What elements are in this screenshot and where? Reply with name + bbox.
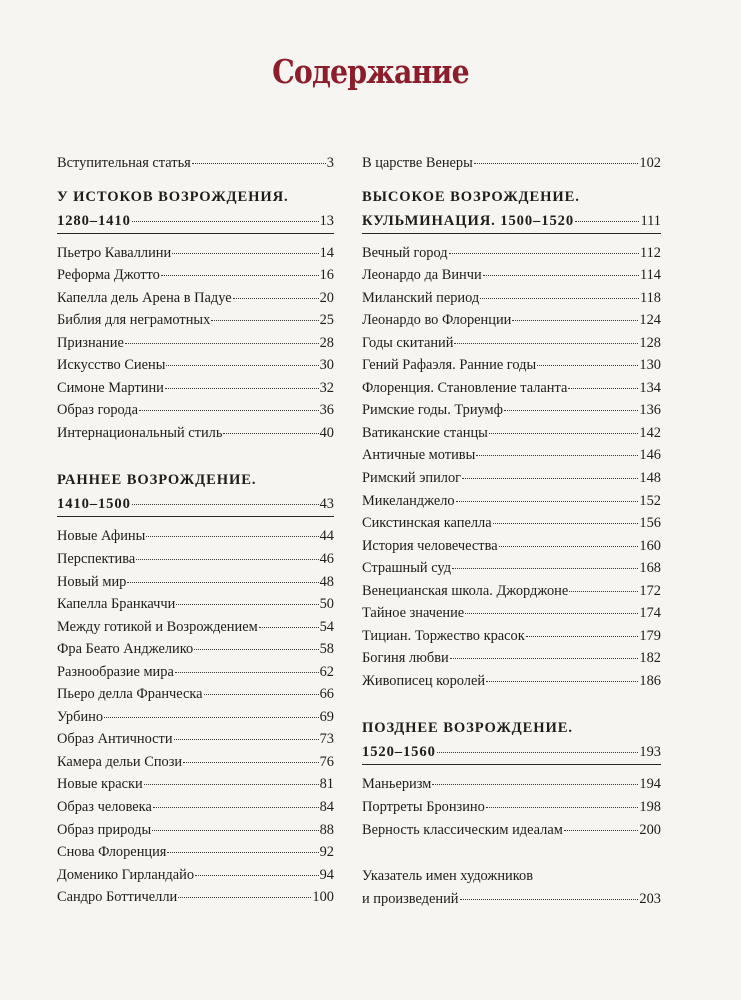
toc-entry[interactable] xyxy=(362,354,661,377)
toc-entry[interactable] xyxy=(57,571,334,594)
dot-leader xyxy=(132,221,319,222)
entry-page: 168 xyxy=(639,560,661,577)
dot-leader xyxy=(183,762,319,763)
toc-entry[interactable] xyxy=(57,616,334,639)
dot-leader xyxy=(564,830,639,831)
dot-leader xyxy=(139,410,319,411)
entry-title: Леонардо да Винчи xyxy=(362,267,482,284)
entry-title: Искусство Сиены xyxy=(57,357,166,374)
entry-title: Капелла Бранкаччи xyxy=(57,596,176,613)
dot-leader xyxy=(526,636,639,637)
toc-entry-intro[interactable] xyxy=(57,152,334,175)
entry-title: Пьетро Каваллини xyxy=(57,244,172,261)
dot-leader xyxy=(432,784,638,785)
dot-leader xyxy=(104,717,319,718)
toc-entry[interactable] xyxy=(57,309,334,332)
entry-page: 200 xyxy=(639,821,661,838)
toc-entry[interactable] xyxy=(57,864,334,887)
entry-page: 20 xyxy=(319,289,334,306)
section-heading: РАННЕЕ ВОЗРОЖДЕНИЕ. xyxy=(57,472,257,489)
dot-leader xyxy=(454,343,638,344)
entry-title: Между готикой и Возрождением xyxy=(57,618,258,635)
section-page: 111 xyxy=(640,212,661,229)
section-items xyxy=(362,773,661,841)
toc-entry-intro[interactable] xyxy=(362,152,661,175)
entry-title: Богиня любви xyxy=(362,650,449,667)
toc-entry[interactable] xyxy=(362,332,661,355)
entry-page: 186 xyxy=(639,672,661,689)
entry-page: 160 xyxy=(639,537,661,554)
entry-page: 28 xyxy=(319,334,334,351)
toc-entry[interactable] xyxy=(57,796,334,819)
dot-leader xyxy=(178,897,311,898)
entry-title: Урбино xyxy=(57,708,104,725)
dot-leader xyxy=(512,320,638,321)
entry-page: 50 xyxy=(319,596,334,613)
dot-leader xyxy=(483,275,639,276)
section-items xyxy=(57,242,334,445)
dot-leader xyxy=(127,582,318,583)
entry-page: 114 xyxy=(639,267,661,284)
entry-page: 130 xyxy=(639,357,661,374)
dot-leader xyxy=(465,613,638,614)
toc-entry[interactable] xyxy=(362,399,661,422)
dot-leader xyxy=(449,253,639,254)
entry-title: Годы скитаний xyxy=(362,334,454,351)
toc-section-3 xyxy=(362,185,661,693)
toc-entry[interactable] xyxy=(362,670,661,693)
entry-title: Ватиканские станцы xyxy=(362,424,488,441)
entry-page: 152 xyxy=(639,492,661,509)
entry-title: Образ человека xyxy=(57,799,152,816)
entry-page: 112 xyxy=(639,244,661,261)
section-heading: ПОЗДНЕЕ ВОЗРОЖДЕНИЕ. xyxy=(362,720,573,737)
entry-page: 142 xyxy=(639,424,661,441)
section-heading: ВЫСОКОЕ ВОЗРОЖДЕНИЕ. xyxy=(362,188,580,205)
entry-title: Тициан. Торжество красок xyxy=(362,627,525,644)
entry-title: Миланский период xyxy=(362,289,480,306)
entry-title: Библия для неграмотных xyxy=(57,312,211,329)
entry-page: 84 xyxy=(319,799,334,816)
toc-entry[interactable] xyxy=(57,886,334,909)
entry-page: 136 xyxy=(639,402,661,419)
toc-entry[interactable] xyxy=(362,512,661,535)
toc-entry[interactable] xyxy=(362,647,661,670)
entry-page: 66 xyxy=(319,686,334,703)
entry-page: 156 xyxy=(639,515,661,532)
entry-page: 46 xyxy=(319,551,334,568)
dot-leader xyxy=(136,559,318,560)
dot-leader xyxy=(489,433,639,434)
entry-page: 69 xyxy=(319,708,334,725)
entry-title: Новые Афины xyxy=(57,528,146,545)
entry-title: Римский эпилог xyxy=(362,470,462,487)
section-range: 1410–1500 xyxy=(57,496,131,513)
dot-leader xyxy=(476,455,638,456)
entry-title: Образ Античности xyxy=(57,731,173,748)
toc-entry[interactable] xyxy=(57,264,334,287)
entry-title: Сандро Боттичелли xyxy=(57,889,178,906)
toc-entry[interactable] xyxy=(362,580,661,603)
dot-leader xyxy=(493,523,639,524)
entry-title: Образ природы xyxy=(57,821,152,838)
dot-leader xyxy=(125,343,319,344)
section-items xyxy=(57,525,334,908)
entry-title: В царстве Венеры xyxy=(362,155,473,171)
dot-leader xyxy=(537,365,638,366)
entry-page: 16 xyxy=(319,267,334,284)
toc-entry[interactable] xyxy=(57,751,334,774)
entry-title: Снова Флоренция xyxy=(57,844,167,861)
entry-title: Вечный город xyxy=(362,244,448,261)
entry-page: 146 xyxy=(639,447,661,464)
dot-leader xyxy=(450,658,639,659)
entry-title: Античные мотивы xyxy=(362,447,476,464)
toc-entry[interactable] xyxy=(362,557,661,580)
toc-entry[interactable] xyxy=(362,309,661,332)
dot-leader xyxy=(172,253,318,254)
dot-leader xyxy=(165,388,319,389)
dot-leader xyxy=(460,899,639,900)
toc-entry[interactable] xyxy=(57,548,334,571)
entry-title: Римские годы. Триумф xyxy=(362,402,503,419)
toc-entry[interactable] xyxy=(57,377,334,400)
entry-title: Доменико Гирландайо xyxy=(57,866,195,883)
toc-entry[interactable] xyxy=(362,242,661,265)
entry-title: Новый мир xyxy=(57,573,127,590)
entry-page: 94 xyxy=(319,866,334,883)
entry-title: Гений Рафаэля. Ранние годы xyxy=(362,357,537,374)
entry-page: 40 xyxy=(319,424,334,441)
entry-page: 128 xyxy=(639,334,661,351)
toc-entry[interactable] xyxy=(57,683,334,706)
entry-title: Маньеризм xyxy=(362,776,432,793)
index-title-line2: и произведений xyxy=(362,890,459,907)
dot-leader xyxy=(223,433,318,434)
section-page: 13 xyxy=(319,212,334,229)
entry-title: Сикстинская капелла xyxy=(362,515,492,532)
section-range-row[interactable] xyxy=(362,209,661,234)
toc-section-2 xyxy=(57,468,334,908)
entry-page: 76 xyxy=(319,753,334,770)
entry-title: Вступительная статья xyxy=(57,155,191,171)
dot-leader xyxy=(437,752,639,753)
toc-entry[interactable] xyxy=(362,490,661,513)
index-page: 203 xyxy=(639,890,661,907)
toc-entry[interactable] xyxy=(57,399,334,422)
toc-entry[interactable] xyxy=(57,332,334,355)
dot-leader xyxy=(152,830,318,831)
entry-title: Страшный суд xyxy=(362,560,452,577)
toc-entry[interactable] xyxy=(362,467,661,490)
entry-page: 124 xyxy=(639,312,661,329)
toc-entry[interactable] xyxy=(57,819,334,842)
dot-leader xyxy=(167,852,318,853)
toc-entry[interactable] xyxy=(57,525,334,548)
entry-page: 102 xyxy=(639,155,661,171)
toc-entry[interactable] xyxy=(362,422,661,445)
entry-page: 48 xyxy=(319,573,334,590)
entry-page: 25 xyxy=(319,312,334,329)
dot-leader xyxy=(146,536,318,537)
dot-leader xyxy=(499,546,639,547)
entry-title: Верность классическим идеалам xyxy=(362,821,563,838)
entry-title: Интернациональный стиль xyxy=(57,424,223,441)
toc-entry[interactable] xyxy=(362,625,661,648)
entry-page: 172 xyxy=(639,582,661,599)
toc-entry[interactable] xyxy=(57,422,334,445)
toc-column-right xyxy=(362,152,661,910)
entry-page: 118 xyxy=(639,289,661,306)
dot-leader xyxy=(192,163,326,164)
entry-title: Разнообразие мира xyxy=(57,663,174,680)
entry-page: 179 xyxy=(639,627,661,644)
toc-entry[interactable] xyxy=(57,728,334,751)
entry-page: 182 xyxy=(639,650,661,667)
toc-entry[interactable] xyxy=(57,242,334,265)
entry-page: 36 xyxy=(319,402,334,419)
entry-page: 62 xyxy=(319,663,334,680)
toc-entry[interactable] xyxy=(362,819,661,842)
dot-leader xyxy=(174,739,319,740)
entry-title: Признание xyxy=(57,334,124,351)
toc-section-1 xyxy=(57,185,334,445)
entry-title: Портреты Бронзино xyxy=(362,799,485,816)
entry-page: 32 xyxy=(319,379,334,396)
entry-title: История человечества xyxy=(362,537,498,554)
entry-title: Фра Беато Анджелико xyxy=(57,641,194,658)
toc-entry[interactable] xyxy=(57,661,334,684)
dot-leader xyxy=(568,388,638,389)
entry-page: 92 xyxy=(319,844,334,861)
entry-page: 73 xyxy=(319,731,334,748)
toc-entry[interactable] xyxy=(362,377,661,400)
entry-title: Леонардо во Флоренции xyxy=(362,312,512,329)
section-range: 1520–1560 xyxy=(362,744,436,761)
toc-entry[interactable] xyxy=(362,264,661,287)
section-heading: У ИСТОКОВ ВОЗРОЖДЕНИЯ. xyxy=(57,188,289,205)
dot-leader xyxy=(176,604,318,605)
section-page: 43 xyxy=(319,496,334,513)
entry-title: Микеланджело xyxy=(362,492,455,509)
dot-leader xyxy=(462,478,638,479)
dot-leader xyxy=(132,504,319,505)
page-title: Содержание xyxy=(272,52,469,91)
entry-page: 174 xyxy=(639,605,661,622)
entry-page: 148 xyxy=(639,470,661,487)
toc-entry[interactable] xyxy=(57,638,334,661)
dot-leader xyxy=(259,627,319,628)
dot-leader xyxy=(486,807,639,808)
toc-entry[interactable] xyxy=(57,773,334,796)
dot-leader xyxy=(474,163,639,164)
toc-index-entry[interactable] xyxy=(362,865,661,910)
entry-title: Пьеро делла Франческа xyxy=(57,686,203,703)
dot-leader xyxy=(504,410,638,411)
toc-entry[interactable] xyxy=(362,535,661,558)
entry-title: Симоне Мартини xyxy=(57,379,164,396)
dot-leader xyxy=(194,649,318,650)
section-range: 1280–1410 xyxy=(57,212,131,229)
entry-title: Камера дельи Спози xyxy=(57,753,183,770)
index-title-line1: Указатель имен художников xyxy=(362,868,533,885)
entry-page: 44 xyxy=(319,528,334,545)
entry-page: 3 xyxy=(326,155,334,171)
toc-column-left xyxy=(57,152,334,909)
dot-leader xyxy=(166,365,318,366)
dot-leader xyxy=(195,875,319,876)
toc-entry[interactable] xyxy=(362,602,661,625)
dot-leader xyxy=(161,275,319,276)
entry-title: Венецианская школа. Джорджоне xyxy=(362,582,569,599)
toc-section-4 xyxy=(362,716,661,841)
toc-entry[interactable] xyxy=(362,287,661,310)
toc-entry[interactable] xyxy=(362,444,661,467)
dot-leader xyxy=(569,591,638,592)
toc-entry[interactable] xyxy=(57,593,334,616)
entry-page: 81 xyxy=(319,776,334,793)
entry-page: 198 xyxy=(639,799,661,816)
section-range-row[interactable] xyxy=(57,209,334,234)
toc-entry[interactable] xyxy=(362,796,661,819)
dot-leader xyxy=(204,694,319,695)
toc-entry[interactable] xyxy=(57,354,334,377)
entry-title: Новые краски xyxy=(57,776,143,793)
entry-page: 100 xyxy=(312,889,334,906)
section-range-row[interactable] xyxy=(362,740,661,765)
entry-page: 58 xyxy=(319,641,334,658)
entry-page: 88 xyxy=(319,821,334,838)
dot-leader xyxy=(480,298,639,299)
entry-title: Живописец королей xyxy=(362,672,486,689)
section-range: КУЛЬМИНАЦИЯ. 1500–1520 xyxy=(362,212,575,229)
toc-entry[interactable] xyxy=(362,773,661,796)
entry-page: 14 xyxy=(319,244,334,261)
section-page: 193 xyxy=(639,744,661,761)
entry-title: Тайное значение xyxy=(362,605,465,622)
dot-leader xyxy=(456,501,639,502)
toc-entry[interactable] xyxy=(57,287,334,310)
toc-entry[interactable] xyxy=(57,706,334,729)
dot-leader xyxy=(211,320,318,321)
entry-page: 194 xyxy=(639,776,661,793)
dot-leader xyxy=(486,681,638,682)
dot-leader xyxy=(575,221,639,222)
dot-leader xyxy=(452,568,638,569)
entry-page: 30 xyxy=(319,357,334,374)
entry-title: Капелла дель Арена в Падуе xyxy=(57,289,232,306)
dot-leader xyxy=(153,807,319,808)
entry-title: Перспектива xyxy=(57,551,136,568)
entry-title: Реформа Джотто xyxy=(57,267,160,284)
dot-leader xyxy=(233,298,319,299)
index-title-row xyxy=(362,888,661,911)
entry-page: 54 xyxy=(319,618,334,635)
entry-title: Образ города xyxy=(57,402,139,419)
section-range-row[interactable] xyxy=(57,492,334,517)
dot-leader xyxy=(144,784,319,785)
entry-title: Флоренция. Становление таланта xyxy=(362,379,568,396)
section-items xyxy=(362,242,661,693)
toc-entry[interactable] xyxy=(57,841,334,864)
dot-leader xyxy=(175,672,319,673)
entry-page: 134 xyxy=(639,379,661,396)
